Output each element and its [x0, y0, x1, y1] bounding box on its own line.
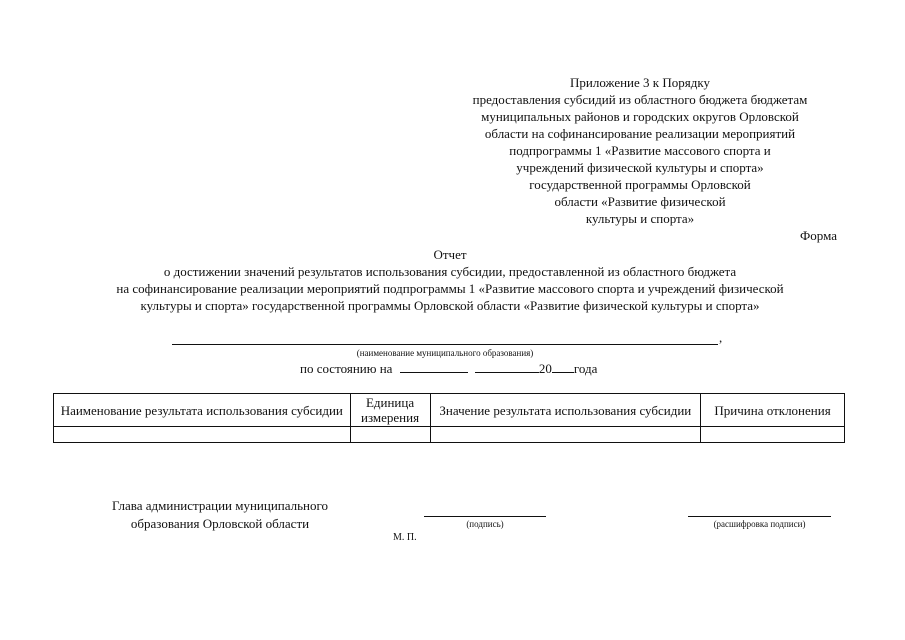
as-of-prefix: по состоянию на	[300, 361, 393, 376]
signature-blank-line[interactable]	[424, 516, 546, 517]
signature-caption: (подпись)	[466, 519, 504, 529]
signature-decode-caption: (расшифровка подписи)	[713, 519, 806, 529]
table-cell[interactable]	[54, 427, 351, 443]
date-day-blank[interactable]	[400, 360, 468, 373]
header-result-value: Значение результата использования субсидии	[430, 394, 701, 427]
appendix-line: Приложение 3 к Порядку	[570, 75, 710, 90]
date-month-blank[interactable]	[475, 360, 539, 373]
table-cell[interactable]	[701, 427, 845, 443]
appendix-line: учреждений физической культуры и спорта»	[516, 160, 764, 175]
appendix-block	[440, 74, 840, 227]
header-unit: Единица измерения	[350, 394, 430, 427]
appendix-line: культуры и спорта»	[585, 211, 695, 226]
header-deviation-reason: Причина отклонения	[701, 394, 845, 427]
signatory-position-line: Глава администрации муниципального	[111, 498, 329, 513]
table-row	[54, 427, 845, 443]
municipality-comma: ,	[719, 330, 723, 345]
as-of-date-line	[300, 360, 597, 377]
municipality-blank-line[interactable]	[172, 344, 718, 345]
report-title	[40, 246, 860, 314]
report-title-line: культуры и спорта» государственной программы Орловской области «Развитие физической культуры и спорта»	[140, 298, 760, 313]
table-cell[interactable]	[430, 427, 701, 443]
municipality-caption: (наименование муниципального образования)	[356, 348, 534, 358]
signature-decode-blank-line[interactable]	[688, 516, 831, 517]
stamp-place-label: М. П.	[393, 532, 417, 543]
appendix-line: муниципальных районов и городских округов Орловской	[481, 109, 799, 124]
table-cell[interactable]	[350, 427, 430, 443]
appendix-line: области «Развитие физической	[554, 194, 726, 209]
appendix-line: государственной программы Орловской	[529, 177, 751, 192]
signatory-position-line: образования Орловской области	[130, 516, 310, 531]
results-table	[53, 393, 845, 443]
header-result-name: Наименование результата использования субсидии	[54, 394, 351, 427]
as-of-suffix: года	[573, 361, 598, 376]
report-title-line: на софинансирование реализации мероприятий подпрограммы 1 «Развитие массового спорта и учреждений физической	[116, 281, 784, 296]
report-title-line: о достижении значений результатов использования субсидии, предоставленной из областного бюджета	[163, 264, 737, 279]
signatory-position	[80, 497, 360, 533]
appendix-line: предоставления субсидий из областного бюджета бюджетам	[472, 92, 808, 107]
report-heading: Отчет	[433, 247, 467, 262]
form-label: Форма	[800, 228, 837, 243]
appendix-line: области на софинансирование реализации мероприятий	[484, 126, 796, 141]
year-century: 20	[538, 361, 552, 376]
appendix-line: подпрограммы 1 «Развитие массового спорта и	[509, 143, 771, 158]
table-header-row	[54, 394, 845, 427]
date-year-blank[interactable]	[552, 360, 574, 373]
